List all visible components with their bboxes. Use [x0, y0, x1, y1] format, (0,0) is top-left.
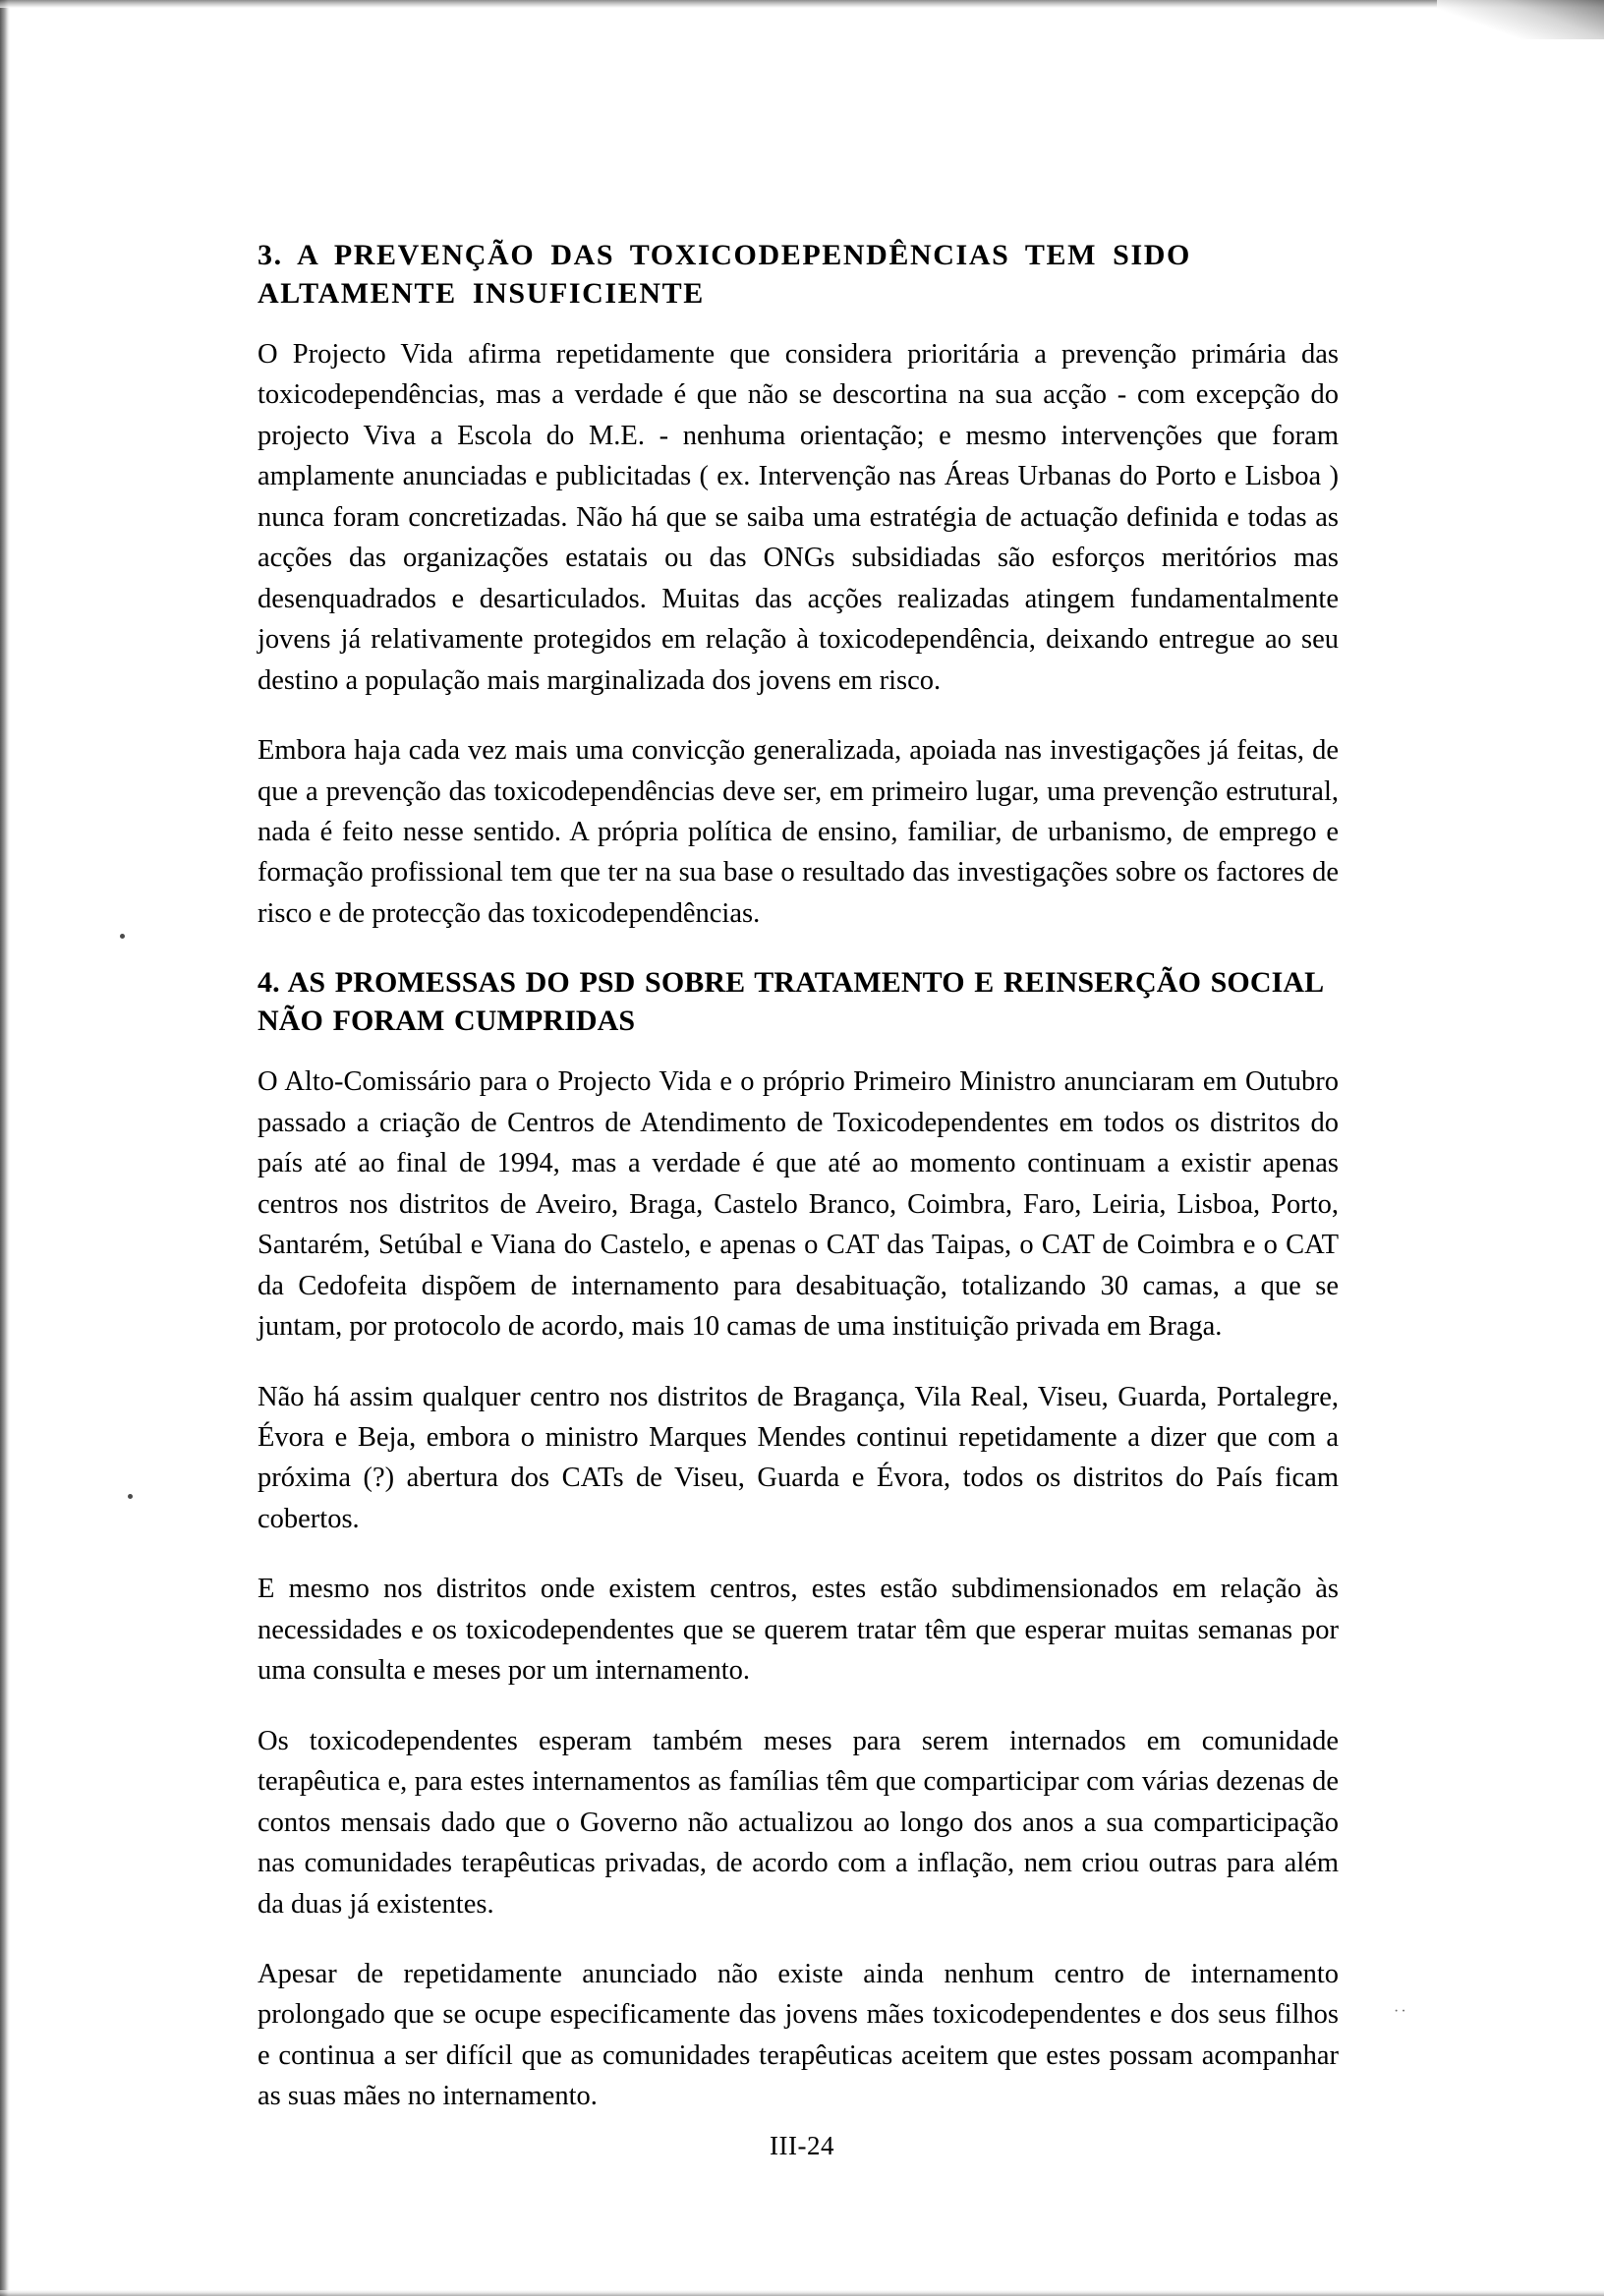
- scan-edge-left: [0, 0, 10, 2296]
- section-4-paragraph-1: O Alto-Comissário para o Projecto Vida e o próprio Primeiro Ministro anunciaram em Outubro passado a criação de Centros de Atendimento de Toxicodependentes em todos os distritos do país até ao final de 1994, mas a verdade é que até ao momento continuam a existir apenas centros nos distritos de Aveiro, Braga, Castelo Branco, Coimbra, Faro, Leiria, Lisboa, Porto, Santarém, Setúbal e Viana do Castelo, e apenas o CAT das Taipas, o CAT de Coimbra e o CAT da Cedofeita dispõem de internamento para desabituação, totalizando 30 camas, a que se juntam, por protocolo de acordo, mais 10 camas de uma instituição privada em Braga.: [258, 1066, 1339, 1343]
- section-heading-4: 4. AS PROMESSAS DO PSD SOBRE TRATAMENTO E REINSERÇÃO SOCIAL NÃO FORAM CUMPRIDAS: [258, 966, 1323, 1038]
- scan-smudge: ··: [1394, 2003, 1408, 2020]
- section-4-paragraph-5: Apesar de repetidamente anunciado não existe ainda nenhum centro de internamento prolongado que se ocupe especificamente das jovens mães toxicodependentes e dos seus filhos e continua a ser difícil que as comunidades terapêuticas aceitem que estes possam acompanhar as suas mães no internamento.: [258, 1958, 1339, 2112]
- scan-speck: [120, 934, 125, 939]
- page-content: [258, 236, 1339, 2117]
- section-4-paragraph-3: E mesmo nos distritos onde existem centros, estes estão subdimensionados em relação às necessidades e os toxicodependentes que se querem tratar têm que esperar muitas semanas por uma consulta e meses por um internamento.: [258, 1574, 1339, 1687]
- scan-edge-bottom: [0, 2290, 1604, 2296]
- page-number: III-24: [770, 2131, 834, 2160]
- section-4-paragraph-4: Os toxicodependentes esperam também meses para serem internados em comunidade terapêutica e, para estes internamentos as famílias têm que comparticipar com várias dezenas de contos mensais dado que o Governo não actualizou ao longo dos anos a sua comparticipação nas comunidades terapêuticas privadas, de acordo com a inflação, nem criou outras para além da duas já existentes.: [258, 1725, 1339, 1920]
- scan-corner-artifact: [1437, 0, 1604, 39]
- section-3-paragraph-1: O Projecto Vida afirma repetidamente que considera prioritária a prevenção primária das toxicodependências, mas a verdade é que não se descortina na sua acção - com excepção do projecto Viva a Escola do M.E. - nenhuma orientação; e mesmo intervenções que foram amplamente anunciadas e publicitadas ( ex. Intervenção nas Áreas Urbanas do Porto e Lisboa ) nunca foram concretizadas. Não há que se saiba uma estratégia de actuação definida e todas as acções das organizações estatais ou das ONGs subsidiadas são esforços meritórios mas desenquadrados e desarticulados. Muitas das acções realizadas atingem fundamentalmente jovens já relativamente protegidos em relação à toxicodependência, deixando entregue ao seu destino a população mais marginalizada dos jovens em risco.: [258, 339, 1339, 696]
- section-3-paragraph-2: Embora haja cada vez mais uma convicção generalizada, apoiada nas investigações já feitas, de que a prevenção das toxicodependências deve ser, em primeiro lugar, uma prevenção estrutural, nada é feito nesse sentido. A própria política de ensino, familiar, de urbanismo, de emprego e formação profissional tem que ter na sua base o resultado das investigações sobre os factores de risco e de protecção das toxicodependências.: [258, 735, 1339, 929]
- section-heading-3: 3. A PREVENÇÃO DAS TOXICODEPENDÊNCIAS TEM SIDO ALTAMENTE INSUFICIENTE: [258, 239, 1191, 310]
- scan-speck: [128, 1494, 133, 1499]
- scan-edge-top: [0, 0, 1604, 8]
- section-4-paragraph-2: Não há assim qualquer centro nos distritos de Bragança, Vila Real, Viseu, Guarda, Portalegre, Évora e Beja, embora o ministro Marques Mendes continui repetidamente a dizer que com a próxima (?) abertura dos CATs de Viseu, Guarda e Évora, todos os distritos do País ficam cobertos.: [258, 1381, 1339, 1534]
